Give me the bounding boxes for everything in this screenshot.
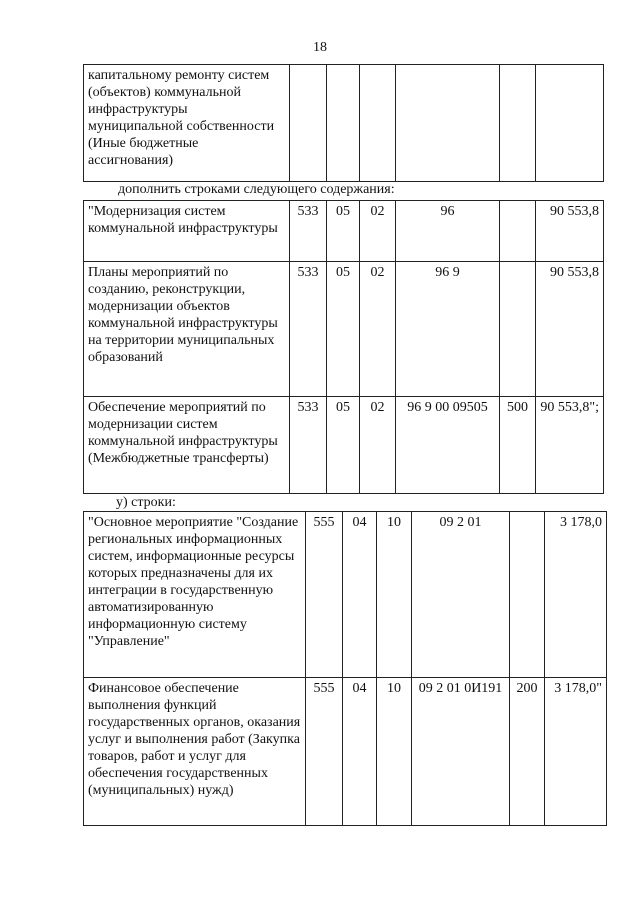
- cell-amount: 90 553,8";: [536, 397, 604, 494]
- cell-subsection: 02: [360, 262, 396, 397]
- cell-amount: 90 553,8: [536, 201, 604, 262]
- budget-table-replaced-rows: [83, 511, 607, 826]
- cell-target: 09 2 01: [412, 512, 510, 678]
- cell-amount: [536, 65, 604, 182]
- cell-section: 04: [343, 678, 377, 826]
- cell-amount: 90 553,8: [536, 262, 604, 397]
- cell-ministry: 555: [306, 678, 343, 826]
- row-name: Финансовое обеспечение выполнения функций государственных органов, оказания услуг и выполнения работ (Закупка товаров, работ и услуг для обеспечения государственных (муниципальных) нужд): [84, 678, 306, 826]
- cell-target: [396, 65, 500, 182]
- table-row: [84, 512, 607, 678]
- row-name: Планы мероприятий по созданию, реконструкции, модернизации объектов коммунальной инфраструктуры на территории муниципальных образований: [84, 262, 290, 397]
- cell-subsection: 02: [360, 397, 396, 494]
- cell-target: 09 2 01 0И191: [412, 678, 510, 826]
- cell-section: 05: [327, 397, 360, 494]
- cell-amount: 3 178,0": [545, 678, 607, 826]
- row-name: "Основное мероприятие "Создание региональных информационных систем, информационные ресурсы которых предназначены для их интеграции в государственную автоматизированную информационную систему "Управление": [84, 512, 306, 678]
- page-number: 18: [313, 40, 327, 55]
- cell-subsection: 10: [377, 512, 412, 678]
- table-row: [84, 397, 604, 494]
- row-name: Обеспечение мероприятий по модернизации систем коммунальной инфраструктуры (Межбюджетные трансферты): [84, 397, 290, 494]
- table-row: [84, 262, 604, 397]
- row-name: капитальному ремонту систем (объектов) коммунальной инфраструктуры муниципальной собственности (Иные бюджетные ассигнования): [84, 65, 290, 182]
- cell-section: 05: [327, 201, 360, 262]
- cell-ministry: 533: [290, 201, 327, 262]
- cell-ministry: [290, 65, 327, 182]
- cell-subsection: [360, 65, 396, 182]
- row-name: "Модернизация систем коммунальной инфраструктуры: [84, 201, 290, 262]
- cell-subsection: 10: [377, 678, 412, 826]
- budget-table-additions: [83, 200, 604, 494]
- budget-table-continued: [83, 64, 604, 182]
- cell-target: 96: [396, 201, 500, 262]
- cell-ministry: 533: [290, 397, 327, 494]
- table-row: [84, 678, 607, 826]
- cell-target: 96 9: [396, 262, 500, 397]
- cell-expense-type: 200: [510, 678, 545, 826]
- instruction-text: дополнить строками следующего содержания:: [118, 182, 395, 197]
- cell-expense-type: [500, 201, 536, 262]
- cell-ministry: 533: [290, 262, 327, 397]
- cell-section: 05: [327, 262, 360, 397]
- cell-subsection: 02: [360, 201, 396, 262]
- cell-expense-type: [510, 512, 545, 678]
- cell-expense-type: 500: [500, 397, 536, 494]
- cell-section: 04: [343, 512, 377, 678]
- cell-expense-type: [500, 262, 536, 397]
- table-row: [84, 201, 604, 262]
- cell-amount: 3 178,0: [545, 512, 607, 678]
- instruction-text: у) строки:: [116, 495, 176, 510]
- cell-expense-type: [500, 65, 536, 182]
- cell-ministry: 555: [306, 512, 343, 678]
- table-row: [84, 65, 604, 182]
- cell-section: [327, 65, 360, 182]
- cell-target: 96 9 00 09505: [396, 397, 500, 494]
